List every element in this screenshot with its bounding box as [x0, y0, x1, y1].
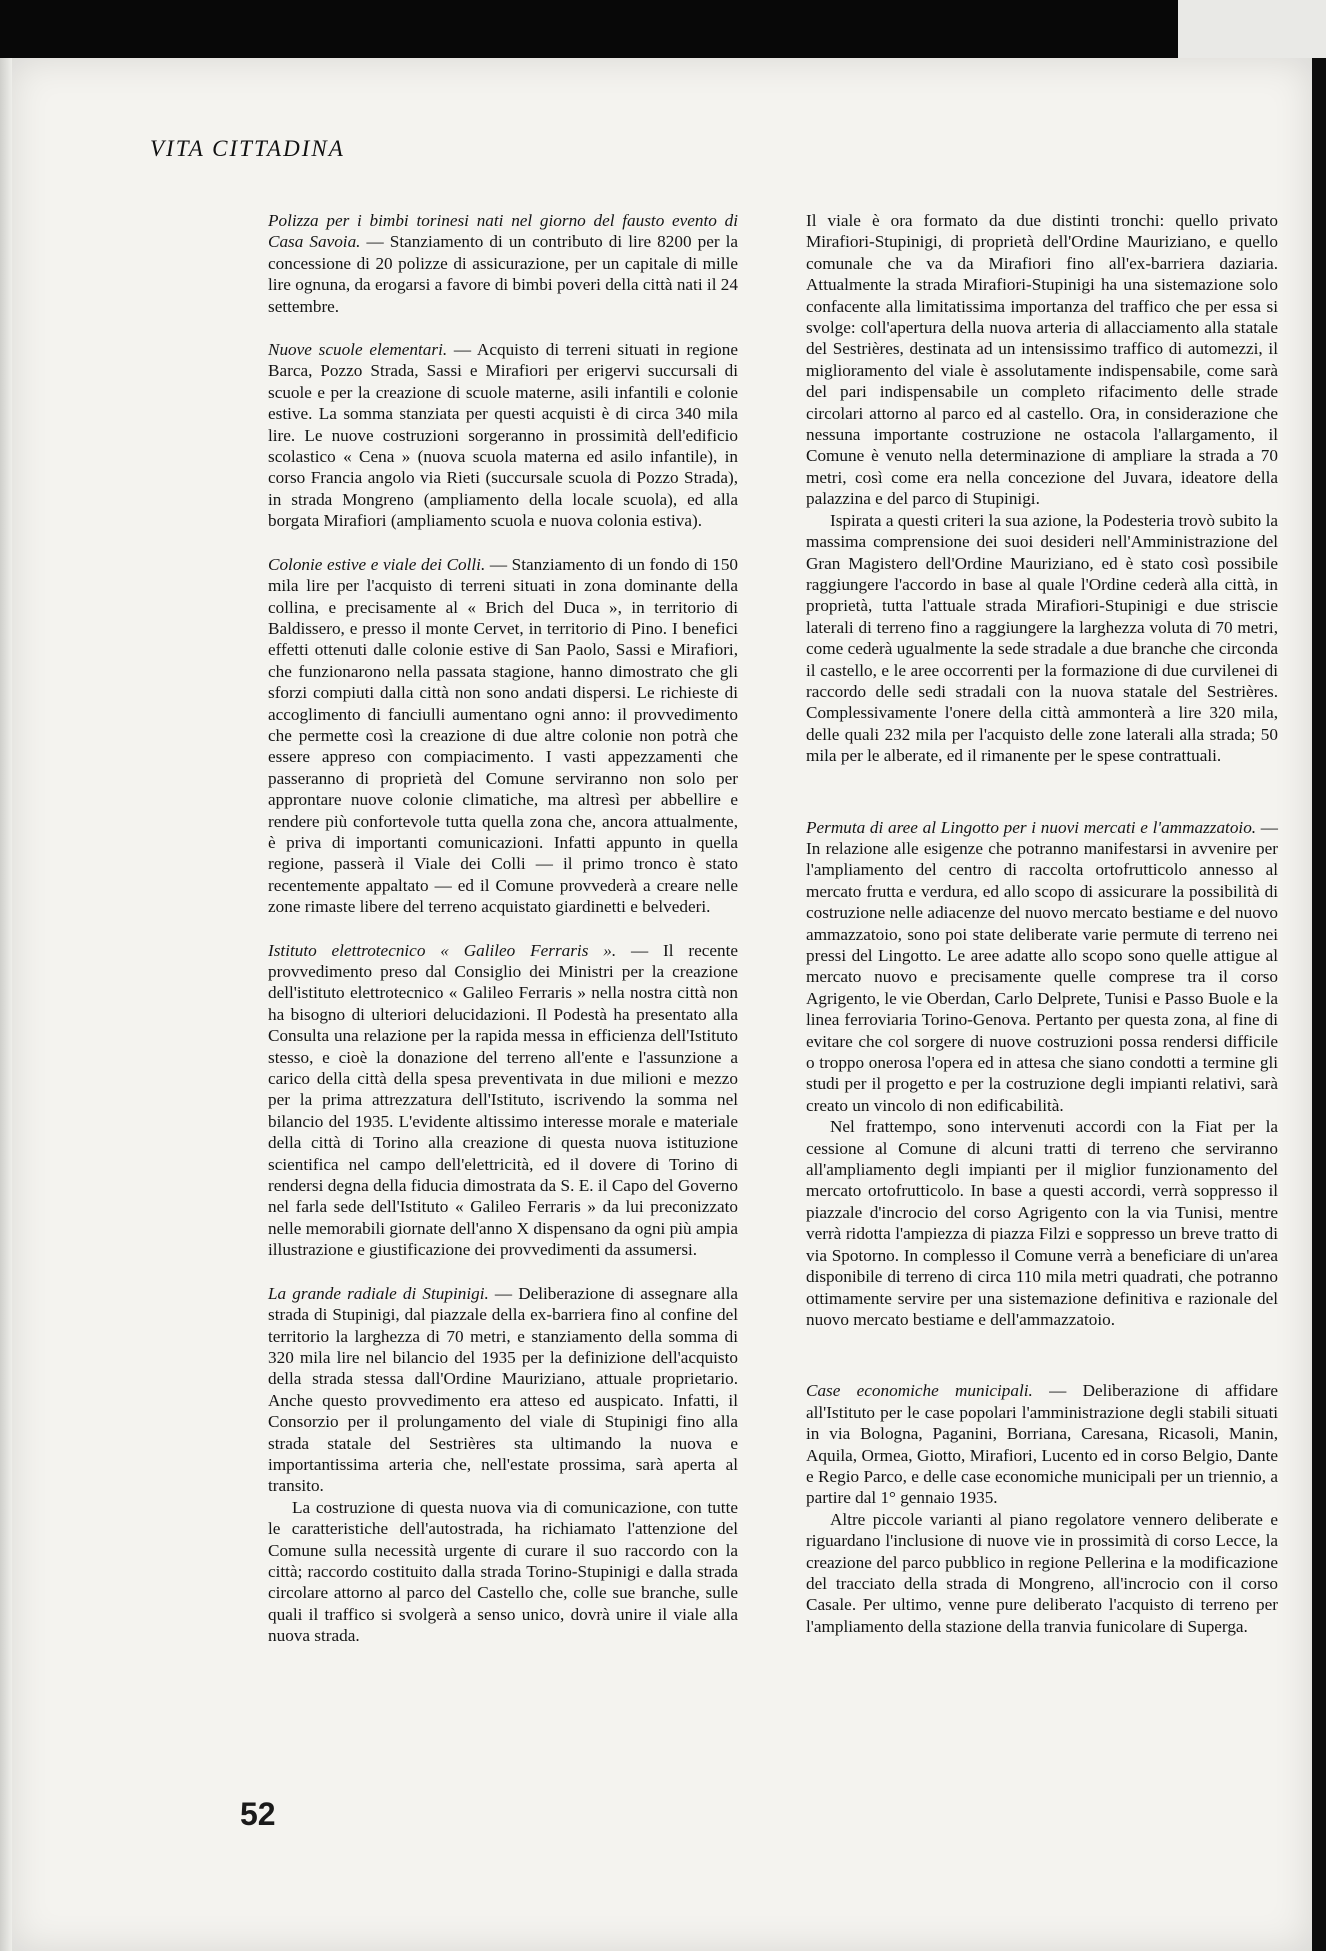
article-body: — Il recente provvedimento preso dal Consiglio dei Ministri per la creazione dell'istituto elettrotecnico « Galileo Ferraris » nella nostra città non ha bisogno di ulteriori delucidazioni. Il Podestà ha presentato alla Consulta una relazione per la rapida messa in efficienza dell'Istituto stesso, e cioè la donazione del terreno all'ente e l'assunzione a carico della città della spesa preventivata in due milioni e mezzo per la prima attrezzatura dell'Istituto, iscrivendo la somma nel bilancio del 1935. L'evidente altissimo interesse morale e materiale della città di Torino alla creazione di questa nuova istituzione scientifica nel campo dell'elettricità, ed il dovere di Torino di rendersi degna della fiducia dimostrata da S. E. il Capo del Governo nel farla sede dell'Istituto « Galileo Ferraris » da lui preconizzato nelle memorabili giornate dell'anno X dispensano da ogni più ampia illustrazione e giustificazione dei provvedimenti da assumersi. — [268, 940, 739, 1260]
article-paragraph: Ispirata a questi criteri la sua azione, la Podesteria trovò subito la massima comprensione dei suoi desideri nell'Amministrazione del Gran Magistero dell'Ordine Mauriziano, ed è stato così possibile raggiungere l'accordo in base al quale l'Ordine cederà alla città, in proprietà, tutta l'attuale strada Mirafiori-Stupinigi e due striscie laterali di terreno fino a raggiungere la larghezza voluta di 70 metri, come cederà ugualmente la sede stradale a due branche che circonda il castello, e le aree occorrenti per la formazione di due curvilenei di raccordo delle sedi stradali con la nuova statale del Sestrières. Complessivamente l'onere della città ammonterà a lire 320 mila, delle quali 232 mila per l'acquisto delle zone laterali alla strada; 50 mila per le alberate, ed il rimanente per le spese contrattuali. — [806, 510, 1278, 766]
article-permuta — [806, 817, 1278, 1117]
page-number: 52 — [240, 1796, 276, 1832]
article-heading: Nuove scuole elementari. — [268, 340, 448, 360]
article-heading: Case economiche municipali. — [806, 1381, 1033, 1401]
scan-left-edge — [0, 58, 12, 1951]
scan-corner — [1178, 0, 1326, 62]
article-colonie — [268, 554, 738, 918]
article-polizza — [268, 210, 738, 317]
article-body: — In relazione alle esigenze che potranno manifestarsi in avvenire per l'ampliamento del centro di raccolta ortofrutticolo annesso al mercato frutta e verdura, ed allo scopo di assicurare la possibilità di costruzione nelle adiacenze del nuovo mercato bestiame e del nuovo ammazzatoio, sono poi state deliberate varie permute di terreno nei pressi del Lingotto. Le aree adatte allo scopo sono quelle attigue al mercato nuovo e precisamente quelle comprese tra il corso Agrigento, le vie Oberdan, Carlo Delprete, Tunisi e Passo Buole e la linea ferroviaria Torino-Genova. Pertanto per questa zona, al fine di evitare che col sorgere di nuove costruzioni possa rendersi difficile o troppo onerosa l'opera ed in attesa che siano condotti a termine gli studi per il progetto e per la costruzione degli impianti relativi, sarà creato un vincolo di non edificabilità. — [806, 817, 1278, 1115]
scan-right-border — [1312, 58, 1326, 1951]
article-scuole — [268, 339, 738, 532]
article-radiale — [268, 1283, 738, 1497]
article-body: — Deliberazione di affidare all'Istituto per le case popolari l'amministrazione degli stabili situati in via Bologna, Paganini, Borriana, Caresana, Ricasoli, Manin, Aquila, Ormea, Giotto, Mirafiori, Lucento ed in corso Belgio, Dante e Regio Parco, e delle case economiche municipali per un triennio, a partire dal 1° gennaio 1935. — [806, 1381, 1278, 1508]
article-body: — Stanziamento di un contributo di lire 8200 per la concessione di 20 polizze di assicurazione, per un capitale di mille lire ognuna, da erogarsi a favore di bimbi poveri della città nati il 24 settembre. — [268, 232, 739, 316]
article-paragraph: Nel frattempo, sono intervenuti accordi con la Fiat per la cessione al Comune di alcuni tratti di terreno che serviranno all'ampliamento degli impianti per il miglior funzionamento del mercato ortofrutticolo. In base a questi accordi, verrà soppresso il piazzale d'incrocio del corso Agrigento con la via Tunisi, mentre verrà ridotta l'ampiezza di piazza Filzi e soppresso un breve tratto di via Spotorno. In complesso il Comune verrà a beneficiare di un'area disponibile di terreno di circa 110 mila metri quadrati, che potranno ottimamente servire per una sistemazione definitiva e razionale del nuovo mercato bestiame e dell'ammazzatoio. — [806, 1117, 1278, 1329]
article-body: — Deliberazione di assegnare alla strada di Stupinigi, dal piazzale della ex-barriera fino al confine del territorio la larghezza di 70 metri, e stanziamento della somma di 320 mila lire nel bilancio del 1935 per la definizione dell'acquisto della strada stessa dall'Ordine Mauriziano, attuale proprietario. Anche questo provvedimento era atteso ed auspicato. Infatti, il Consorzio per il prolungamento del viale di Stupinigi fino alla strada statale del Sestrières sta ultimando la nuova e importantissima arteria che, nell'estate prossima, sarà aperta al transito. — [268, 1283, 738, 1496]
article-heading: La grande radiale di Stupinigi. — [268, 1283, 489, 1303]
article-heading: Istituto elettrotecnico « Galileo Ferraris ». — [268, 940, 617, 960]
scan-top-border — [0, 0, 1326, 58]
article-heading: Polizza per i bimbi torinesi nati nel giorno del fausto evento di Casa Savoia. — [268, 211, 738, 252]
article-continuation: Il viale è ora formato da due distinti tronchi: quello privato Mirafiori-Stupinigi, di proprietà dell'Ordine Mauriziano, e quello comunale che va da Mirafiori fino all'ex-barriera daziaria. Attualmente la strada Mirafiori-Stupinigi ha una sistemazione solo confacente alla limitatissima importanza del traffico che per essa si svolge: coll'apertura della nuova arteria di allacciamento alla statale del Sestrières, destinata ad un intensissimo traffico di automezzi, il miglioramento del viale è assolutamente indispensabile, come sarà del pari indispensabile un completo rifacimento delle strade circolari attorno al parco ed al castello. Ora, in considerazione che nessuna importante costruzione ne ostacola l'allargamento, il Comune è venuto nella determinazione di ampliare la strada a 70 metri, così come era nella concezione del Juvara, ideatore della palazzina e del parco di Stupinigi. — [806, 211, 1278, 509]
article-case — [806, 1380, 1278, 1508]
article-body: — Stanziamento di un fondo di 150 mila lire per l'acquisto di terreni situati in zona dominante della collina, e precisamente al « Brich del Duca », in territorio di Baldissero, e presso il monte Cervet, in territorio di Pino. I benefici effetti ottenuti dalle colonie estive di San Paolo, Sassi e Mirafiori, che funzionarono nella passata stagione, hanno dimostrato che gli sforzi compiuti dalla città non sono andati dispersi. Le richieste di accoglimento di fanciulli aumentano ogni anno: il provvedimento che permette così la creazione di due altre colonie non potrà che essere appreso con compiacimento. I vasti appezzamenti che passeranno di proprietà del Comune serviranno non solo per approntare nuove colonie climatiche, ma altresì per abbellire e rendere più confortevole tutta quella zona che, ancora attualmente, è priva di importanti comunicazioni. Infatti appunto in quella regione, passerà il Viale dei Colli — il primo tronco è stato recentemente appaltato — ed il Comune provvederà a creare nelle zone rimaste libere del terreno acquistato giardinetti e belvederi. — [268, 554, 739, 917]
article-heading: Permuta di aree al Lingotto per i nuovi mercati e l'ammazzatoio. — [806, 817, 1257, 837]
right-column — [806, 210, 1278, 1637]
article-paragraph: La costruzione di questa nuova via di comunicazione, con tutte le caratteristiche dell'autostrada, ha richiamato l'attenzione del Comune sulla necessità urgente di curare il suo raccordo con la città; raccordo costituito dalla strada Torino-Stupinigi e dalla strada circolare attorno al parco del Castello che, colle sue branche, sulle quali il traffico si svolgerà a senso unico, dovrà unire il viale alla nuova strada. — [268, 1497, 738, 1646]
article-heading: Colonie estive e viale dei Colli. — [268, 554, 486, 574]
article-istituto — [268, 940, 738, 1261]
article-body: — Acquisto di terreni situati in regione Barca, Pozzo Strada, Sassi e Mirafiori per erigervi succursali di scuole e per la creazione di scuole materne, asili infantili e colonie estive. La somma stanziata per questi acquisti è di circa 340 mila lire. Le nuove costruzioni sorgeranno in prossimità dell'edificio scolastico « Cena » (nuova scuola materna ed asilo infantile), in corso Francia angolo via Rieti (succursale scuola di Pozzo Strada), in strada Mongreno (ampliamento della locale scuola), ed alla borgata Mirafiori (ampliamento scuola e nuova colonia estiva). — [268, 340, 738, 531]
left-column — [268, 210, 738, 1647]
section-header: VITA CITTADINA — [150, 136, 345, 161]
article-paragraph: Altre piccole varianti al piano regolatore vennero deliberate e riguardano l'inclusione di nuove vie in prossimità di corso Lecce, la creazione del parco pubblico in regione Pellerina e la modificazione del tracciato della strada di Mongreno, all'incrocio con il corso Casale. Per ultimo, venne pure deliberato l'acquisto di terreno per l'ampliamento della stazione della tranvia funicolare di Superga. — [806, 1509, 1278, 1636]
